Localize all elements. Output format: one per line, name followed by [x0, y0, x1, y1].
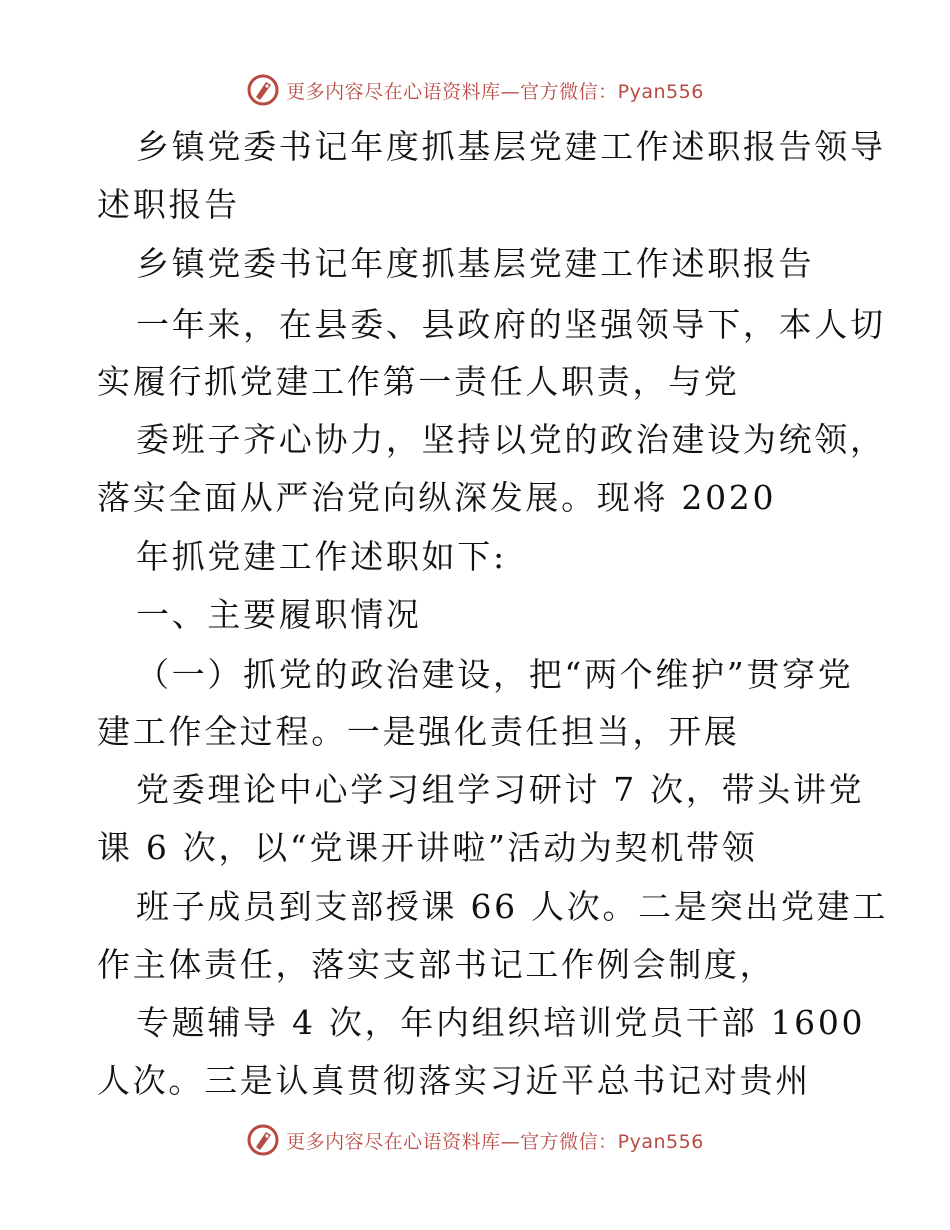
header-watermark-banner [0, 70, 950, 110]
section-heading: 一、主要履职情况 [136, 595, 422, 634]
watermark-text: 更多内容尽在心语资料库—官方微信：Pyan556 [286, 1130, 704, 1153]
watermark-text: 更多内容尽在心语资料库—官方微信：Pyan556 [286, 80, 704, 103]
paragraph-line: 落实全面从严治党向纵深发展。现将 2020 [97, 478, 777, 517]
paragraph-line: 委班子齐心协力，坚持以党的政治建设为统领， [136, 420, 886, 459]
paragraph-line: 党委理论中心学习组学习研讨 7 次，带头讲党 [136, 770, 865, 809]
paragraph-line: 建工作全过程。一是强化责任担当，开展 [97, 712, 740, 751]
paragraph-line: 年抓党建工作述职如下: [136, 537, 507, 576]
subtitle-line: 乡镇党委书记年度抓基层党建工作述职报告 [136, 244, 815, 283]
paragraph-line: 一年来，在县委、县政府的坚强领导下，本人切 [136, 305, 886, 344]
footer-watermark-banner [0, 1120, 950, 1160]
paragraph-line: 班子成员到支部授课 66 人次。二是突出党建工 [136, 887, 889, 926]
pen-nib-logo-icon [246, 73, 280, 107]
paragraph-line: 课 6 次，以“党课开讲啦”活动为契机带领 [97, 828, 758, 867]
title-line-1: 乡镇党委书记年度抓基层党建工作述职报告领导 [136, 127, 886, 166]
paragraph-line: 作主体责任，落实支部书记工作例会制度， [97, 945, 776, 984]
paragraph-line: 专题辅导 4 次，年内组织培训党员干部 1600 [136, 1003, 866, 1042]
paragraph-line: 人次。三是认真贯彻落实习近平总书记对贵州 [97, 1061, 811, 1100]
title-line-2: 述职报告 [97, 185, 240, 224]
pen-nib-logo-icon [246, 1123, 280, 1157]
paragraph-line: （一）抓党的政治建设，把“两个维护”贯穿党 [136, 655, 854, 694]
paragraph-line: 实履行抓党建工作第一责任人职责，与党 [97, 362, 740, 401]
